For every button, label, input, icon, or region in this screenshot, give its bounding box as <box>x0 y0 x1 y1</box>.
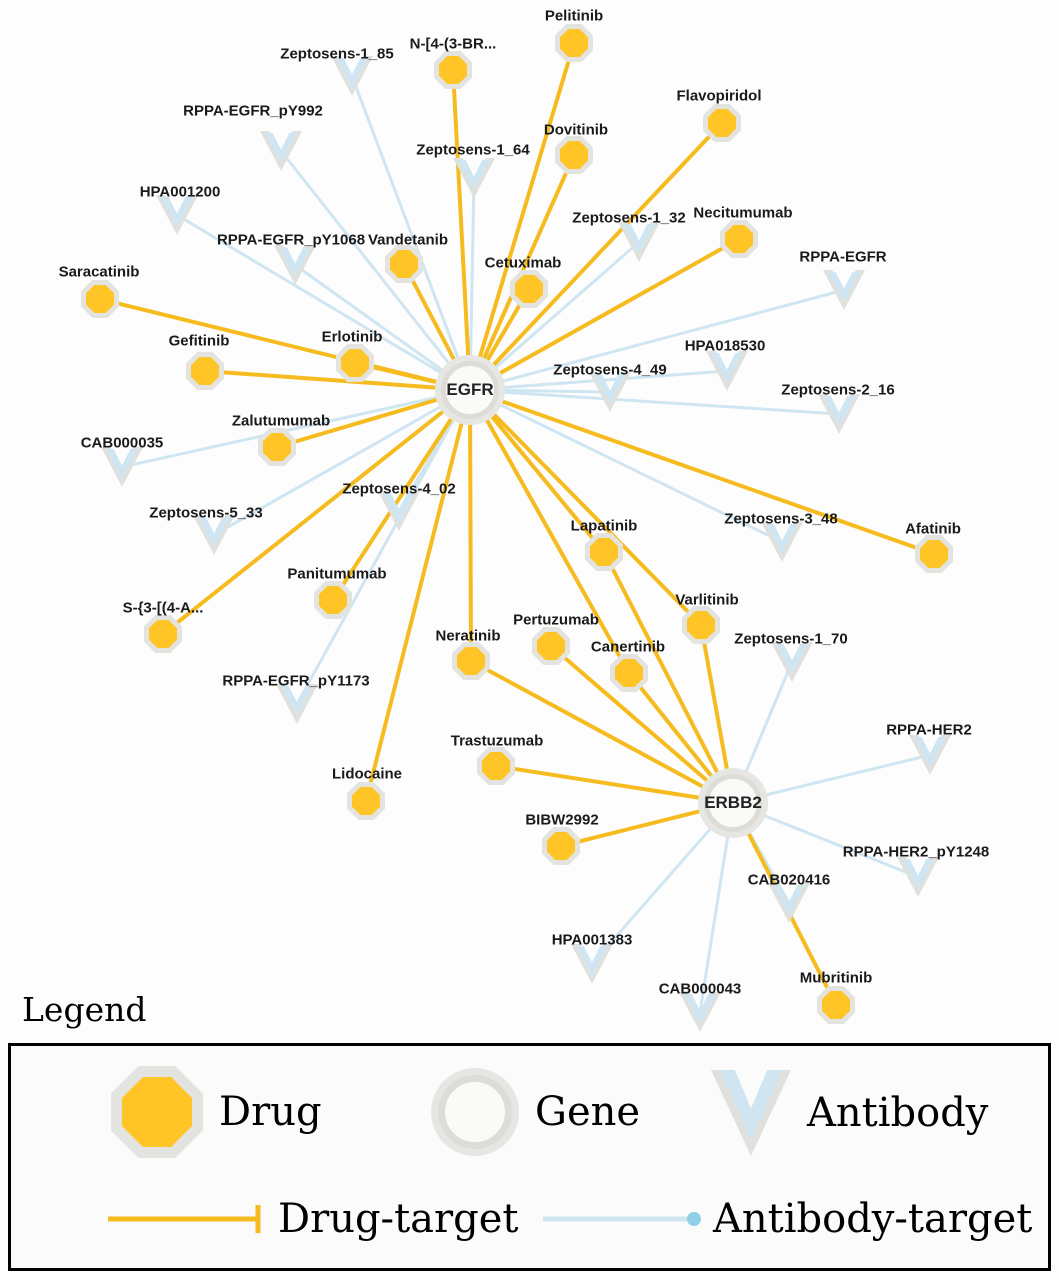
drug-node[interactable] <box>346 781 386 821</box>
antibody-node-label: HPA001383 <box>551 931 633 949</box>
graph-edge <box>765 816 918 877</box>
drug-node-label: Pertuzumab <box>513 611 599 629</box>
legend-item-antibody <box>711 1070 988 1156</box>
drug-node[interactable] <box>313 580 353 620</box>
drug-node[interactable] <box>509 269 549 309</box>
drug-node[interactable] <box>433 50 473 90</box>
antibody-node[interactable] <box>898 857 938 897</box>
drug-node[interactable] <box>185 351 225 391</box>
drug-node-label: Flavopiridol <box>676 87 762 105</box>
drug-node[interactable] <box>257 427 297 467</box>
drug-node-core <box>920 540 948 568</box>
graph-edge <box>470 424 471 661</box>
gene-icon-core <box>438 1075 512 1149</box>
drug-node[interactable] <box>914 534 954 574</box>
antibody-node-label: CAB000043 <box>658 980 742 998</box>
antibody-node-label: RPPA-EGFR_pY1173 <box>222 672 370 690</box>
graph-edge <box>766 755 930 795</box>
drug-node-core <box>263 433 291 461</box>
antibody-node[interactable] <box>157 195 197 235</box>
gene-node[interactable] <box>434 354 506 426</box>
drug-node-core <box>687 611 715 639</box>
drug-node-label: Panitumumab <box>287 565 387 583</box>
drug-node[interactable] <box>531 626 571 666</box>
drug-node-core <box>86 285 114 313</box>
drug-node[interactable] <box>609 653 649 693</box>
antibody-node[interactable] <box>619 222 659 262</box>
antibody-node[interactable] <box>332 56 372 96</box>
drug-node-label: Neratinib <box>435 627 501 645</box>
drug-node-label: Gefitinib <box>168 332 230 350</box>
legend-item-antibody-target <box>541 1196 1032 1242</box>
drug-node[interactable] <box>816 985 856 1025</box>
drug-node-label: BIBW2992 <box>525 811 599 829</box>
legend-box <box>8 1043 1051 1271</box>
antibody-node[interactable] <box>572 944 612 984</box>
antibody-icon <box>711 1070 791 1156</box>
antibody-node[interactable] <box>102 447 142 487</box>
drug-node-label: Lapatinib <box>570 517 638 535</box>
legend-shape-row <box>11 1060 1048 1170</box>
drug-node[interactable] <box>451 641 491 681</box>
drug-node-core <box>615 659 643 687</box>
drug-node-label: Cetuximab <box>484 254 562 272</box>
drug-node-core <box>482 752 510 780</box>
drug-node[interactable] <box>335 343 375 383</box>
drug-node[interactable] <box>702 103 742 143</box>
drug-node[interactable] <box>541 826 581 866</box>
antibody-node-label: Zeptosens-1_70 <box>734 630 848 648</box>
legend-label-antibody-target: Antibody-target <box>713 1196 1033 1242</box>
antibody-node-label: Zeptosens-3_48 <box>724 510 838 528</box>
antibody-node[interactable] <box>819 394 859 434</box>
graph-edge <box>453 70 468 356</box>
legend-item-drug <box>111 1066 322 1158</box>
drug-node[interactable] <box>384 244 424 284</box>
drug-node-label: S-{3-[(4-A... <box>122 599 204 617</box>
drug-node-label: Canertinib <box>590 638 666 656</box>
antibody-node[interactable] <box>261 131 301 171</box>
drug-node-core <box>341 349 369 377</box>
drug-node[interactable] <box>681 605 721 645</box>
antibody-node-label: Zeptosens-4_49 <box>553 361 667 379</box>
antibody-node-label: CAB020416 <box>747 871 831 889</box>
drug-node-core <box>560 141 588 169</box>
antibody-node[interactable] <box>275 245 315 285</box>
antibody-node-label: Zeptosens-1_85 <box>280 45 394 63</box>
drug-node-core <box>547 832 575 860</box>
gene-node[interactable] <box>697 767 769 839</box>
graph-edge <box>493 123 722 365</box>
antibody-node-label: Zeptosens-1_32 <box>572 209 686 227</box>
drug-node[interactable] <box>80 279 120 319</box>
gene-node-label: EGFR <box>446 380 494 399</box>
antibody-node[interactable] <box>379 491 419 531</box>
drug-node-label: Necitumumab <box>693 204 793 222</box>
legend-label-antibody: Antibody <box>807 1090 989 1136</box>
antibody-node-label: HPA001200 <box>139 183 221 201</box>
antibody-node[interactable] <box>454 158 494 198</box>
legend-label-drug-target: Drug-target <box>278 1196 519 1242</box>
drug-target-edge-icon <box>106 1199 276 1239</box>
drug-node-label: Erlotinib <box>321 328 383 346</box>
drug-node-label: Afatinib <box>905 520 961 538</box>
graph-edge <box>504 392 839 414</box>
drug-node[interactable] <box>584 532 624 572</box>
antibody-node[interactable] <box>769 883 809 923</box>
graph-edge <box>494 414 701 625</box>
antibody-node[interactable] <box>680 992 720 1032</box>
drug-node-core <box>191 357 219 385</box>
antibody-node-label: RPPA-EGFR_pY1068 <box>216 231 366 249</box>
drug-node-core <box>708 109 736 137</box>
antibody-node[interactable] <box>910 735 950 775</box>
drug-node-label: N-[4-(3-BR... <box>409 35 497 53</box>
graph-edge <box>700 837 728 1012</box>
antibody-node-label: RPPA-EGFR <box>799 248 887 266</box>
legend-edge-row <box>11 1196 1048 1266</box>
antibody-node[interactable] <box>824 270 864 310</box>
antibody-node-label: Zeptosens-5_33 <box>149 504 263 522</box>
antibody-node-label: Zeptosens-4_02 <box>342 480 456 498</box>
drug-node-label: Varlitinib <box>675 591 739 609</box>
antibody-target-edge-icon <box>541 1199 711 1239</box>
antibody-node[interactable] <box>762 522 802 562</box>
drug-node[interactable] <box>719 219 759 259</box>
drug-node-core <box>390 250 418 278</box>
graph-edge <box>471 178 474 356</box>
drug-node-core <box>590 538 618 566</box>
graph-edge <box>502 401 934 554</box>
drug-node-core <box>352 787 380 815</box>
drug-node-core <box>149 620 177 648</box>
graph-edge <box>297 420 454 704</box>
drug-node-label: Lidocaine <box>331 765 403 783</box>
drug-node-label: Dovitinib <box>543 121 609 139</box>
legend-item-gene <box>431 1068 640 1156</box>
drug-node[interactable] <box>476 746 516 786</box>
gene-icon <box>431 1068 519 1156</box>
drug-node-core <box>319 586 347 614</box>
graph-edge <box>561 811 700 846</box>
drug-node-core <box>439 56 467 84</box>
drug-node-core <box>537 632 565 660</box>
drug-node[interactable] <box>554 135 594 175</box>
drug-node-label: Mubritinib <box>799 969 873 987</box>
drug-node-label: Pelitinib <box>544 7 604 25</box>
gene-node-label: ERBB2 <box>704 793 762 812</box>
drug-node-label: Trastuzumab <box>450 732 544 750</box>
drug-node[interactable] <box>554 23 594 63</box>
drug-node-core <box>457 647 485 675</box>
drug-node-label: Saracatinib <box>58 263 140 281</box>
drug-node-label: Vandetanib <box>367 231 449 249</box>
legend-item-drug-target <box>106 1196 518 1242</box>
antibody-node[interactable] <box>590 372 630 412</box>
legend-label-drug: Drug <box>219 1089 322 1135</box>
antibody-node[interactable] <box>194 515 234 555</box>
antibody-node[interactable] <box>707 351 747 391</box>
drug-node-core <box>725 225 753 253</box>
drug-node-core <box>515 275 543 303</box>
legend-title: Legend <box>22 990 147 1029</box>
drug-node-core <box>822 991 850 1019</box>
antibody-node[interactable] <box>277 684 317 724</box>
antibody-node-label: HPA018530 <box>684 337 766 355</box>
antibody-node-label: RPPA-HER2_pY1248 <box>842 843 990 861</box>
drug-node-core <box>560 29 588 57</box>
legend-label-gene: Gene <box>535 1089 641 1135</box>
drug-node-label: Zalutumumab <box>231 412 331 430</box>
antibody-node-label: CAB000035 <box>80 434 164 452</box>
antibody-node[interactable] <box>772 642 812 682</box>
drug-icon <box>111 1066 203 1158</box>
antibody-node-label: RPPA-HER2 <box>886 721 972 739</box>
drug-node[interactable] <box>143 614 183 654</box>
antibody-node-label: Zeptosens-2_16 <box>781 381 895 399</box>
antibody-node-label: RPPA-EGFR_pY992 <box>183 102 323 120</box>
graph-edge <box>496 766 699 798</box>
antibody-node-label: Zeptosens-1_64 <box>416 141 530 159</box>
drug-icon-core <box>122 1077 192 1147</box>
